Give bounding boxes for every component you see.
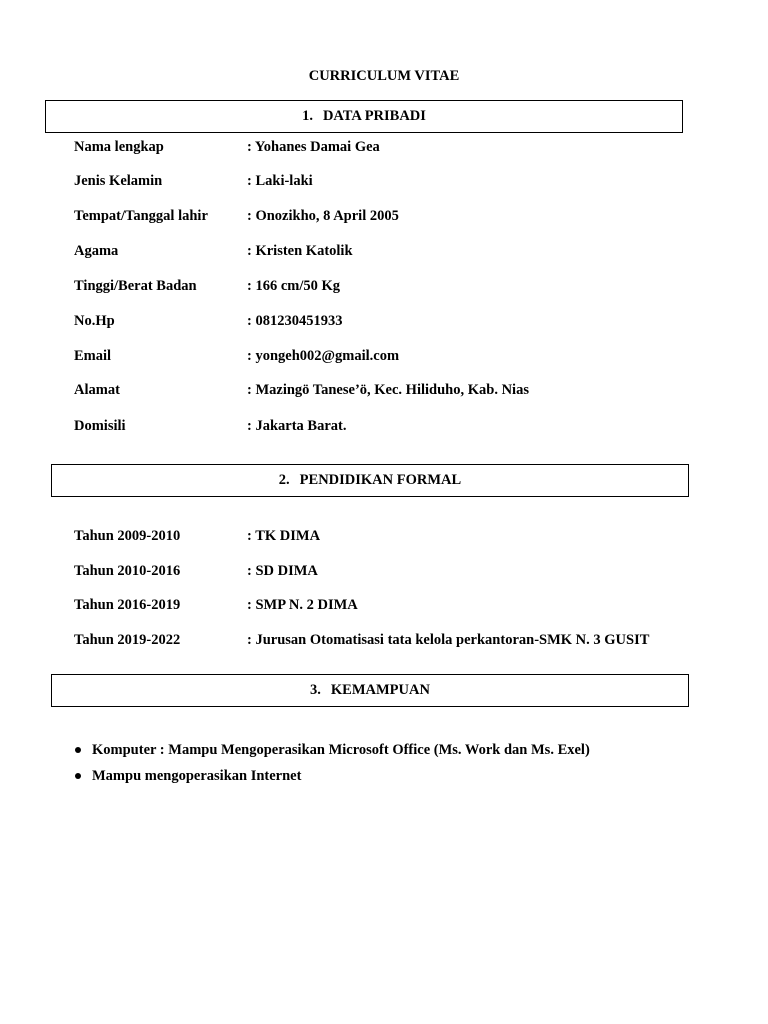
education-year: Tahun 2016-2019 xyxy=(74,597,181,613)
skills-list xyxy=(74,741,590,793)
info-value: : Laki-laki xyxy=(247,173,313,189)
document-title: CURRICULUM VITAE xyxy=(308,68,460,84)
info-value: : 166 cm/50 Kg xyxy=(247,278,341,294)
section-title: KEMAMPUAN xyxy=(330,682,430,698)
skill-text: Mampu mengoperasikan Internet xyxy=(92,768,302,784)
info-label: Tempat/Tanggal lahir xyxy=(74,208,208,224)
education-year: Tahun 2019-2022 xyxy=(74,632,181,648)
info-value: : Jakarta Barat. xyxy=(247,418,347,434)
section-header-data-pribadi xyxy=(45,100,683,133)
info-label: Tinggi/Berat Badan xyxy=(74,278,197,294)
bullet-icon xyxy=(75,747,81,753)
info-value: : Mazingö Tanese’ö, Kec. Hiliduho, Kab. Nias xyxy=(247,382,529,398)
info-value: : Onozikho, 8 April 2005 xyxy=(247,208,399,224)
section-number: 2. xyxy=(278,472,290,488)
education-year: Tahun 2010-2016 xyxy=(74,563,181,579)
skill-item xyxy=(74,741,590,767)
bullet-icon xyxy=(75,773,81,779)
section-header-pendidikan-formal xyxy=(51,464,689,497)
section-number: 3. xyxy=(310,682,321,698)
skill-text: Komputer : Mampu Mengoperasikan Microsoft Office (Ms. Work dan Ms. Exel) xyxy=(92,742,590,758)
section-title: DATA PRIBADI xyxy=(322,108,426,124)
info-label: Nama lengkap xyxy=(74,139,164,155)
education-school: : TK DIMA xyxy=(247,528,321,544)
info-value: : yongeh002@gmail.com xyxy=(247,348,400,364)
info-value: : 081230451933 xyxy=(247,313,343,329)
section-title: PENDIDIKAN FORMAL xyxy=(299,472,462,488)
education-school: : SMP N. 2 DIMA xyxy=(247,597,358,613)
section-number: 1. xyxy=(302,108,313,124)
info-label: Email xyxy=(74,348,112,364)
education-school: : SD DIMA xyxy=(247,563,318,579)
info-value: : Kristen Katolik xyxy=(247,243,353,259)
info-label: Jenis Kelamin xyxy=(74,173,163,189)
info-label: Agama xyxy=(74,243,119,259)
section-header-kemampuan xyxy=(51,674,689,707)
info-value: : Yohanes Damai Gea xyxy=(247,139,380,155)
info-label: No.Hp xyxy=(74,313,115,329)
education-school: : Jurusan Otomatisasi tata kelola perkantoran-SMK N. 3 GUSIT xyxy=(247,632,650,648)
info-label: Alamat xyxy=(74,382,120,398)
education-year: Tahun 2009-2010 xyxy=(74,528,181,544)
info-label: Domisili xyxy=(74,418,126,434)
skill-item xyxy=(74,767,590,793)
